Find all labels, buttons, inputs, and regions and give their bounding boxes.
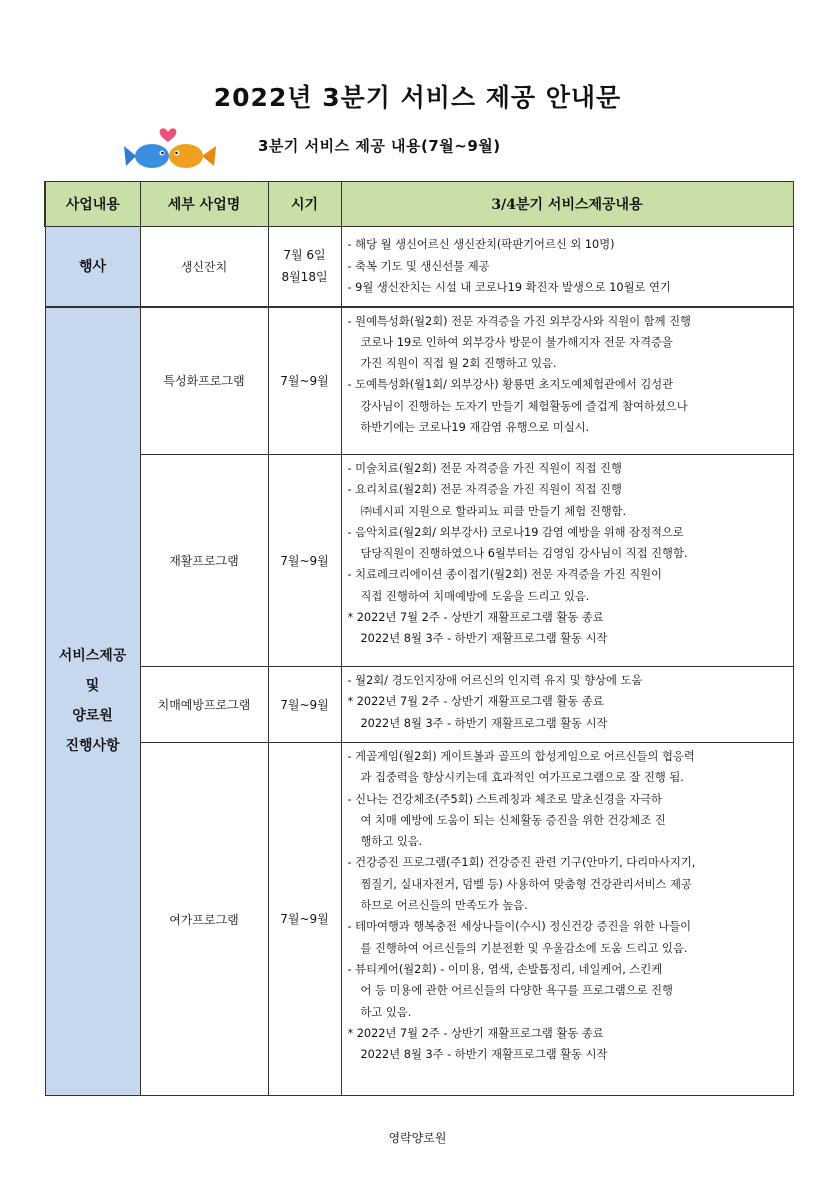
content-line: 2022년 8월 3주 - 하반기 재활프로그램 활동 시작	[360, 1048, 608, 1062]
program-period: 7월~9월	[268, 667, 341, 743]
content-line: 2022년 8월 3주 - 하반기 재활프로그램 활동 시작	[360, 716, 608, 730]
period-line: 7월 6일	[283, 248, 326, 263]
program-period: 7월~9월	[268, 455, 341, 667]
content-line: - 해당 월 생신어르신 생신잔치(팍판기어르신 외 10명)	[347, 238, 615, 252]
content-line: 강사님이 진행하는 도자기 만들기 체험활동에 즐겁게 참여하셨으나	[360, 399, 688, 413]
program-period	[268, 227, 341, 307]
category-line: 양로원	[72, 708, 113, 725]
content-line: ㈜네시피 지원으로 할라피뇨 피클 만들기 체험 진행함.	[360, 504, 627, 518]
content-line: - 신나는 건강체조(주5회) 스트레칭과 체조로 말초신경을 자극하	[347, 792, 662, 806]
content-line: 행하고 있음.	[360, 835, 423, 849]
content-line: 코로나 19로 인하여 외부강사 방문이 불가해지자 전문 자격증을	[360, 335, 673, 349]
content-line: - 치료레크리에이션 종이접기(월2회) 전문 자격증을 가진 직원이	[347, 568, 662, 582]
program-content	[341, 455, 793, 667]
content-line: * 2022년 7월 2주 - 상반기 재활프로그램 활동 종료	[347, 695, 604, 709]
content-line: - 테마여행과 행복충전 세상나들이(수시) 정신건강 증진을 위한 나들이	[347, 920, 692, 934]
table-row-leisure-program	[45, 743, 793, 1096]
content-line: 직접 진행하여 치매예방에 도움을 드리고 있음.	[360, 589, 590, 603]
content-line: - 원예특성화(월2회) 전문 자격증을 가진 외부강사와 직원이 함께 진행	[347, 314, 691, 328]
content-line: - 도예특성화(월1회/ 외부강사) 황룡면 초지도예체험관에서 김성관	[347, 378, 674, 392]
footer-organization: 영락양로원	[388, 1131, 447, 1145]
table-header-row	[45, 182, 793, 227]
content-line: - 뷰티케어(월2회) - 이미용, 염색, 손발톱정리, 네일케어, 스킨케	[347, 962, 663, 976]
content-line: - 미술치료(월2회) 전문 자격증을 가진 직원이 직접 진행	[347, 462, 622, 475]
content-line: 가진 직원이 직접 월 2회 진행하고 있음.	[360, 357, 557, 371]
content-line: * 2022년 7월 2주 - 상반기 재활프로그램 활동 종료	[347, 611, 604, 625]
service-table	[44, 181, 794, 1096]
content-line: 여 치매 예방에 도움이 되는 신체활동 증진을 위한 건강체조 진	[360, 813, 666, 827]
program-content	[341, 307, 793, 455]
table-row-rehab-program	[45, 455, 793, 667]
content-line: - 음악치료(월2회/ 외부강사) 코로나19 감염 예방을 위해 잠정적으로	[347, 525, 684, 539]
fish-heart-icon	[122, 118, 222, 174]
header-category: 사업내용	[45, 182, 140, 227]
category-line: 진행사항	[65, 738, 120, 755]
program-content	[341, 227, 793, 307]
page-subtitle: 3분기 서비스 제공 내용(7월~9월)	[258, 137, 501, 155]
category-event: 행사	[45, 227, 140, 307]
content-line: 하므로 어르신들의 만족도가 높음.	[360, 899, 528, 913]
header-program-name: 세부 사업명	[140, 182, 268, 227]
program-name: 생신잔치	[140, 227, 268, 307]
content-line: 어 등 미용에 관한 어르신들의 다양한 욕구를 프로그램으로 진행	[360, 984, 673, 998]
content-line: * 2022년 7월 2주 - 상반기 재활프로그램 활동 종료	[347, 1026, 604, 1040]
content-line: 찜질기, 실내자전거, 덤벨 등) 사용하여 맞춤형 건강관리서비스 제공	[360, 877, 692, 891]
category-line: 서비스제공	[58, 648, 127, 665]
program-name: 여가프로그램	[140, 743, 268, 1096]
content-line: - 게골게임(월2회) 게이트볼과 골프의 합성게임으로 어르신들의 협응력	[347, 750, 695, 763]
program-name: 치매예방프로그램	[140, 667, 268, 743]
page-title: 2022년 3분기 서비스 제공 안내문	[213, 83, 622, 112]
program-content	[341, 743, 793, 1096]
program-name: 재활프로그램	[140, 455, 268, 667]
content-line: 하고 있음.	[360, 1005, 412, 1019]
table-row-dementia-program	[45, 667, 793, 743]
content-line: 하반기에는 코로나19 재감염 유행으로 미실시.	[360, 420, 590, 434]
category-line: 및	[85, 678, 100, 695]
program-name: 특성화프로그램	[140, 307, 268, 455]
table-row-event	[45, 227, 793, 307]
content-line: 담당직원이 진행하였으나 6월부터는 김영임 강사님이 직접 진행함.	[360, 547, 688, 561]
content-line: - 건강증진 프로그램(주1회) 건강증진 관련 기구(안마기, 다리마사지기,	[347, 856, 696, 870]
content-line: 과 집중력을 향상시키는데 효과적인 여가프로그램으로 잘 진행 됨.	[360, 771, 684, 785]
content-line: - 9월 생신잔치는 시설 내 코로나19 확진자 발생으로 10월로 연기	[347, 280, 671, 294]
header-period: 시기	[268, 182, 341, 227]
content-line: 를 진행하여 어르신들의 기분전환 및 우울감소에 도움 드리고 있음.	[360, 941, 688, 955]
content-line: - 축복 기도 및 생신선물 제공	[347, 259, 490, 273]
period-line: 8월18일	[281, 270, 328, 285]
program-content	[341, 667, 793, 743]
table-row-special-program	[45, 307, 793, 455]
program-period: 7월~9월	[268, 307, 341, 455]
program-period: 7월~9월	[268, 743, 341, 1096]
content-line: - 요리치료(월2회) 전문 자격증을 가진 직원이 직접 진행	[347, 483, 622, 497]
content-line: - 월2회/ 경도인지장애 어르신의 인지력 유지 및 향상에 도움	[347, 674, 643, 687]
content-line: 2022년 8월 3주 - 하반기 재활프로그램 활동 시작	[360, 632, 608, 646]
header-content: 3/4분기 서비스제공내용	[341, 182, 793, 227]
category-service	[45, 307, 140, 1096]
